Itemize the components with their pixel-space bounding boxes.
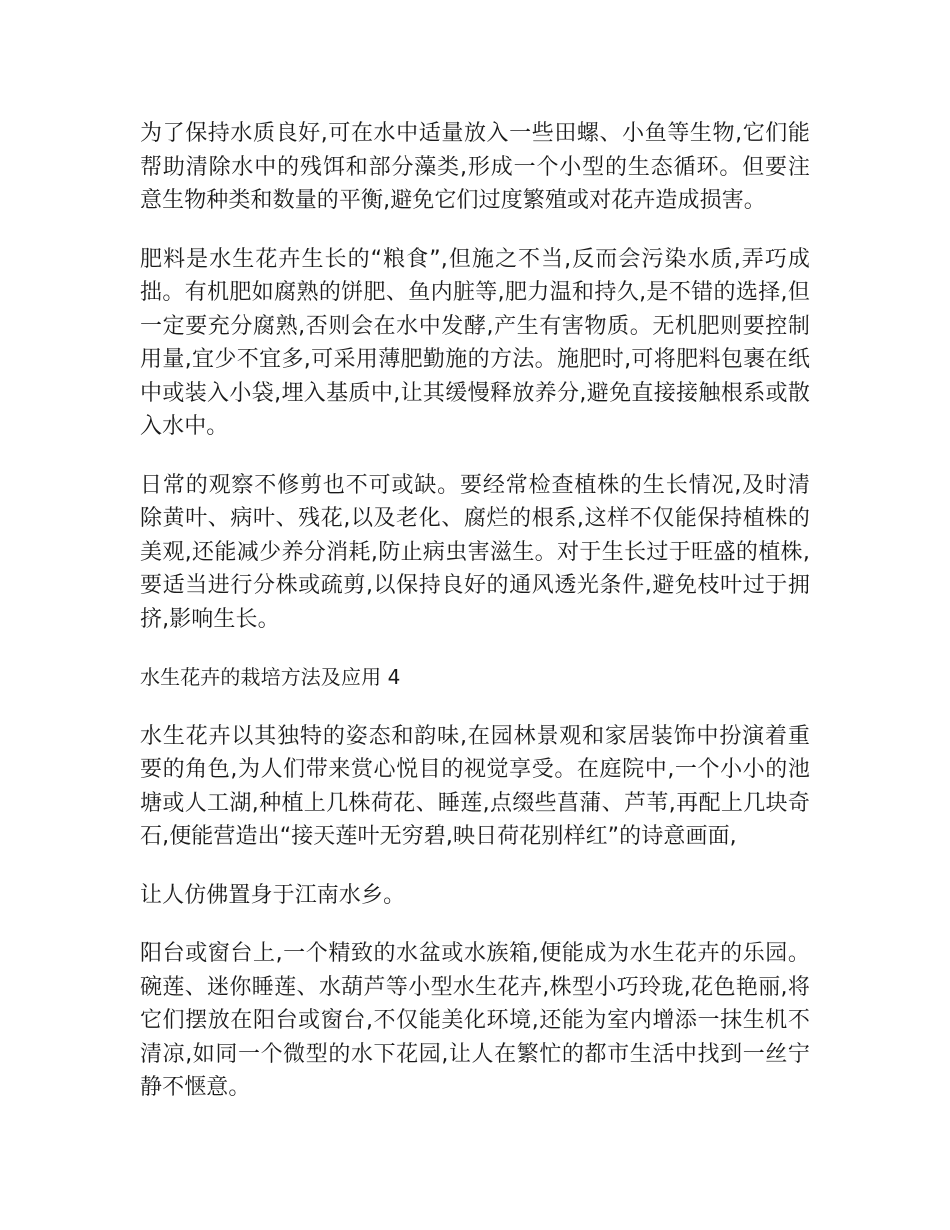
paragraph-fertilizer: 肥料是水生花卉生长的“粮食”,但施之不当,反而会污染水质,弄巧成拙。有机肥如腐熟的饼肥、鱼内脏等,肥力温和持久,是不错的选择,但一定要充分腐熟,否则会在水中发酵,产生有害物质。无机肥则要控制用量,宜少不宜多,可采用薄肥勤施的方法。施肥时,可将肥料包裹在纸中或装入小袋,埋入基质中,让其缓慢释放养分,避免直接接触根系或散入水中。 bbox=[140, 246, 810, 439]
section-heading: 水生花卉的栽培方法及应用 4 bbox=[140, 665, 401, 689]
paragraph-balcony: 阳台或窗台上,一个精致的水盆或水族箱,便能成为水生花卉的乐园。碗莲、迷你睡莲、水葫芦等小型水生花卉,株型小巧玲珑,花色艳丽,将它们摆放在阳台或窗台,不仅能美化环境,还能为室内增添一抹生机不清凉,如同一个微型的水下花园,让人在繁忙的都市生活中找到一丝宁静不惬意。 bbox=[140, 941, 810, 1100]
paragraph-ecosystem: 为了保持水质良好,可在水中适量放入一些田螺、小鱼等生物,它们能帮助清除水中的残饵和部分藻类,形成一个小型的生态循环。但要注意生物种类和数量的平衡,避免它们过度繁殖或对花卉造成损害。 bbox=[140, 121, 810, 213]
paragraph-garden-landscape: 水生花卉以其独特的姿态和韵味,在园林景观和家居装饰中扮演着重要的角色,为人们带来赏心悦目的视觉享受。在庭院中,一个小小的池塘或人工湖,种植上几株荷花、睡莲,点缀些菖蒲、芦苇,再配上几块奇石,便能营造出“接天莲叶无穷碧,映日荷花别样红”的诗意画面, bbox=[140, 723, 810, 849]
paragraph-pruning: 日常的观察不修剪也不可或缺。要经常检查植株的生长情况,及时清除黄叶、病叶、残花,以及老化、腐烂的根系,这样不仅能保持植株的美观,还能减少养分消耗,防止病虫害滋生。对于生长过于旺盛的植株,要适当进行分株或疏剪,以保持良好的通风透光条件,避免枝叶过于拥挤,影响生长。 bbox=[140, 472, 810, 632]
paragraph-jiangnan: 让人仿佛置身于江南水乡。 bbox=[140, 882, 406, 908]
